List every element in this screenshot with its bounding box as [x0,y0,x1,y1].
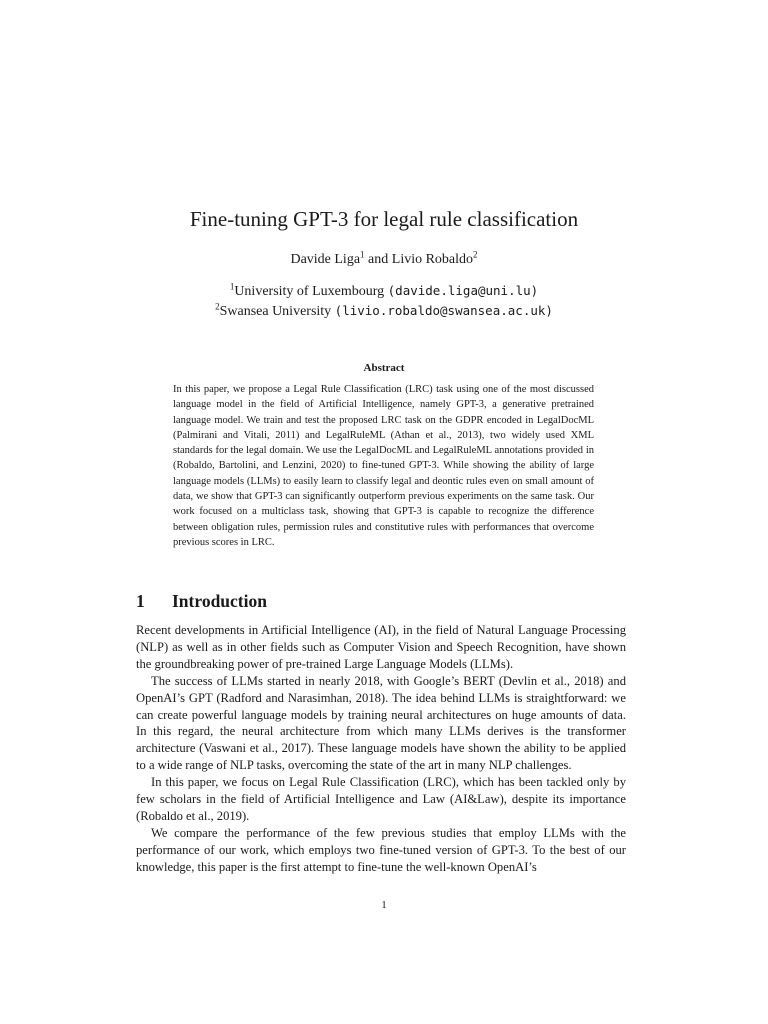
affiliations [0,281,768,321]
affiliation-name: University of Luxembourg [234,284,385,299]
affiliation-line [0,281,768,301]
affiliation-name: Swansea University [219,304,332,319]
section-title: Introduction [172,591,267,611]
affiliation-email: (livio.robaldo@swansea.ac.uk) [334,303,553,318]
page-number: 1 [381,899,387,911]
affiliation-mark: 1 [360,249,365,260]
affiliation-mark: 2 [215,301,220,312]
abstract-text: In this paper, we propose a Legal Rule Classification (LRC) task using one of the most discussed language model in the field of Artificial Intelligence, namely GPT-3, a generative pretrained language model. We train and test the proposed LRC task on the GDPR encoded in LegalDocML (Palmirani and Vitali, 2011) and LegalRuleML (Athan et al., 2013), two widely used XML standards for the legal domain. We use the LegalDocML and LegalRuleML annotations provided in (Robaldo, Bartolini, and Lenzini, 2020) to fine-tuned GPT-3. While showing the ability of large language models (LLMs) to easily learn to classify legal and deontic rules even on small amount of data, we show that GPT-3 can significantly outperform previous experiments on the same task. Our work focused on a multiclass task, showing that GPT-3 is capable to recognize the difference between obligation rules, permission rules and constitutive rules with performances that overcome previous scores in LRC. [173,384,594,548]
section-heading [136,589,267,613]
abstract-heading: Abstract [363,362,405,374]
body-paragraph: In this paper, we focus on Legal Rule Classification (LRC), which has been tackled only by few scholars in the field of Artificial Intelligence and Law (AI&Law), despite its importance (Robaldo et al., 2019). [136,775,626,823]
author-name: Livio Robaldo [391,252,474,267]
author-name: Davide Liga [290,252,361,267]
author-conjunction: and [368,252,389,267]
body-paragraph: We compare the performance of the few previous studies that employ LLMs with the performance of our work, which employs two fine-tuned version of GPT-3. To the best of our knowledge, this paper is the first attempt to fine-tune the well-known OpenAI’s [136,825,626,874]
affiliation-mark: 1 [229,281,235,292]
section-body [136,622,626,876]
affiliation-line [0,301,768,321]
affiliation-email: (davide.liga@uni.lu) [387,283,539,298]
author-line [0,250,768,270]
section-number: 1 [136,591,145,611]
paper-title: Fine-tuning GPT-3 for legal rule classification [189,207,579,231]
body-paragraph: The success of LLMs started in nearly 2018, with Google’s BERT (Devlin et al., 2018) and OpenAI’s GPT (Radford and Narasimhan, 2018). The idea behind LLMs is straightforward: we can create powerful language models by training neural architectures on huge amounts of data. In this regard, the neural architecture from which many LLMs derives is the transformer architecture (Vaswani et al., 2017). These language models have shown the ability to be applied to a wide range of NLP tasks, overcoming the state of the art in many NLP challenges. [136,673,626,773]
affiliation-mark: 2 [473,249,478,260]
body-paragraph: Recent developments in Artificial Intelligence (AI), in the field of Natural Language Processing (NLP) as well as in other fields such as Computer Vision and Speech Recognition, have shown the groundbreaking power of pre-trained Large Language Models (LLMs). [136,623,626,671]
